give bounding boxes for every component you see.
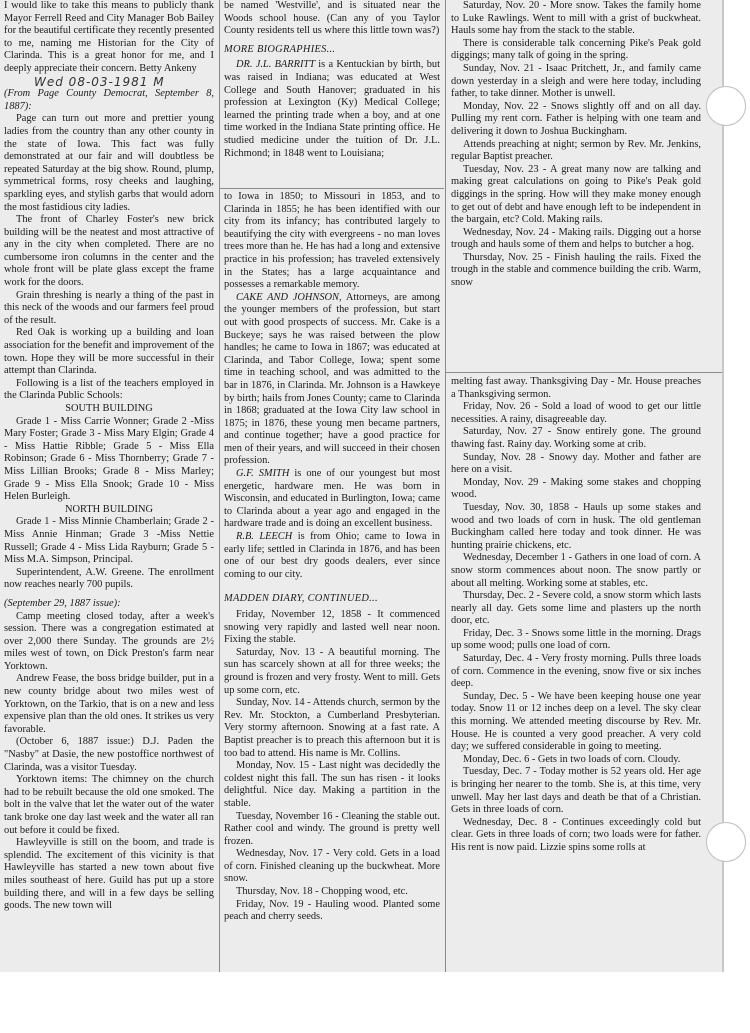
bio-text: is from Ohio; came to Iowa in early life; settled in Clarinda in 1876, and has been one of our best dry goods dealers, ever since coming to our city.: [224, 531, 440, 580]
binder-hole-bottom: [706, 822, 746, 862]
bio-text: is one of our youngest but most energetic, hardware men. He was born in Wisconsin, and educated in Burlington, Iowa; came to Clarinda about a year ago and engaged in the hardware trade and is doing an excellent business.: [224, 468, 440, 530]
bio-paragraph: [224, 468, 440, 531]
binder-hole-top: [706, 86, 746, 126]
diary-entry: Thursday, Nov. 25 - Finish hauling the rails. Fixed the trough in the stable and commence building the crib. Warm, snow: [451, 251, 701, 289]
source-heading: (September 29, 1887 issue):: [4, 597, 121, 609]
diary-entry: Saturday, Nov. 13 - A beautiful morning. The sun has scarcely shown at all for three weeks; the ground is frozen and very frosty. Went to mill. Gets up some corn, etc.: [224, 646, 440, 696]
diary-entry: Sunday, Dec. 5 - We have been keeping house one year today. Snow 11 or 12 inches deep on a level. The sky clear this morning. We attended meeting discourse by Rev. Mr. House. He is counted a very good preacher. A very cold day; we suffered considerable in going to meeting.: [451, 690, 701, 753]
diary-entry: Tuesday, November 16 - Cleaning the stable out. Rather cool and windy. The ground is pretty well frozen.: [224, 810, 440, 847]
diary-entry: melting fast away. Thanksgiving Day - Mr. House preaches a Thanksgiving sermon.: [451, 376, 701, 400]
diary-entry: Monday, Nov. 15 - Last night was decidedly the coldest night this fall. The sun has risen - it looks delightful. Nice day. Making a partition in the stable.: [224, 760, 440, 809]
diary-entry: Saturday, Nov. 27 - Snow entirely gone. The ground thawing fast. Rainy day. Working some at crib.: [451, 426, 701, 450]
teacher-list: Grade 1 - Miss Carrie Wonner; Grade 2 -Miss Mary Foster; Grade 3 - Miss Mary Elgin; Grade 4 - Miss Hattie Ribble; Grade 5 - Miss Ella Robinson; Grade 6 - Miss Thornberry; Grade 7 - Miss Lillian Brooks; Grade 8 - Miss Marley; Grade 9 - Miss Ella Snook; Grade 10 - Miss Helen Burleigh.: [4, 415, 214, 503]
south-building-heading: SOUTH BUILDING: [65, 403, 153, 414]
bio-name: CAKE AND JOHNSON,: [236, 291, 342, 303]
bio-text: is a Kentuckian by birth, but was raised in Indiana; was educated at West College and South Hanover; graduated in his profession at Lexington (Ky) Medical College; learned the printing trade when a boy, and at one time worked in the Indiana State printing office. He studied medicine under the tuition of Dr. J.L. Richmond; in 1848 went to Louisiana;: [224, 59, 440, 159]
bio-name: G.F. SMITH: [236, 468, 290, 480]
diary-entry: Friday, Nov. 26 - Sold a load of wood to get our little necessities. A rainy, disagreeable day.: [451, 401, 701, 425]
article-paragraph: Hawleyville is still on the boom, and trade is splendid. The excitement of this vicinity is that Hawleyville has started a new town about five miles southeast of here. Guild has put up a store building there, and will in a few days be selling goods. The new town will: [4, 837, 214, 912]
article-paragraph: Page can turn out more and prettier young ladies from the country than any other county in the state of Iowa. This fact was fully demonstrated at our fair and will doubtless be repeated Saturday at the big show. Round, plump, symmetrical forms, rosy cheeks and laughing, sparkling eyes, and stylish garbs that would adorn the most fastidious city ladies.: [4, 113, 214, 213]
article-paragraph: Andrew Fease, the boss bridge builder, put in a new county bridge about two miles west of Yorktown, on the Tarkio, that is on a new and less expensive plan than the old ones. It strikes us very favorable.: [4, 673, 214, 735]
diary-entry: Wednesday, December 1 - Gathers in one load of corn. A snow storm commences about noon. The snow partly or about all melting. Working some at stables, etc.: [451, 552, 701, 589]
bio-name: DR. J.L. BARRITT: [236, 59, 315, 71]
diary-entry: Saturday, Dec. 4 - Very frosty morning. Pulls three loads of corn. Commence in the evening, snow five or six inches deep.: [451, 653, 701, 690]
bio-name: R.B. LEECH: [236, 531, 293, 543]
article-paragraph: Grain threshing is nearly a thing of the past in this neck of the woods and our farmers feel proud of the result.: [4, 289, 214, 326]
diary-entry: Monday, Nov. 22 - Snows slightly off and on all day. Pulling my rent corn. Father is helping with one team and delivering it down to Joshua Buckingham.: [451, 100, 701, 137]
bio-paragraph: [224, 292, 440, 468]
diary-entry: Sunday, Nov. 28 - Snowy day. Mother and father are here on a visit.: [451, 451, 701, 476]
article-paragraph: Red Oak is working up a building and loan association for the benefit and improvement of the town. Hope they will be more successful in their attempt than Clarinda.: [4, 327, 214, 377]
bio-paragraph: [224, 59, 440, 160]
diary-entry: Thursday, Nov. 18 - Chopping wood, etc.: [236, 886, 408, 898]
clip-divider-right: [446, 372, 722, 373]
teacher-list: Grade 1 - Miss Minnie Chamberlain; Grade 2 - Miss Annie Hinman; Grade 3 -Miss Nettie Russell; Grade 4 - Miss Lida Rayburn; Grade 5 - Miss M.A. Simpson, Principal.: [4, 516, 214, 566]
diary-entry: Wednesday, Nov. 24 - Making rails. Digging out a horse trough and hauls some of them and helps to butcher a hog.: [451, 226, 701, 251]
bio-text: Attorneys, are among the younger members of the profession, but start out with good prospects of success. Mr. Cake is a Buckeye; says he was raised between the plow handles; he came to Iowa in 1867; was educated at Clarinda, and Tabor College, Iowa; spent some time in teaching school, and was admitted to the bar in 1876, in Clarinda. Mr. Johnson is a Hawkeye by birth; hails from Jones County; came to Clarinda in 1868; graduated at the Iowa City law school in 1875; in 1876, these young men became partners, and continue together; have a good practice for men of their years, and will succeed in their chosen profession.: [224, 291, 440, 467]
diary-entry: Friday, Nov. 19 - Hauling wood. Planted some peach and cherry seeds.: [224, 898, 440, 923]
column-3-top: [451, 0, 701, 370]
column-2-bottom: [224, 191, 440, 968]
article-paragraph: Following is a list of the teachers employed in the Clarinda Public Schools:: [4, 377, 214, 402]
north-building-heading: NORTH BUILDING: [65, 503, 153, 515]
article-paragraph: Yorktown items: The chimney on the church had to be rebuilt because the old one smoked. The bolt in the valve that let the water out of the water tank broke one day last week and the water all ran out before it could be fixed.: [4, 774, 214, 836]
ankeny-note: I would like to take this means to publicly thank Mayor Ferrell Reed and City Manager Bob Bailey for the beautiful certificate they recently presented to me, naming me Historian for the City of Clarinda. This is a great honor for me, and I deeply appreciate their concern. Betty Ankeny: [4, 0, 214, 74]
diary-entry: Thursday, Dec. 2 - Severe cold, a snow storm which lasts nearly all day. Gets some lime and plasters up the north door, etc.: [451, 590, 701, 627]
source-heading: (From Page County Democrat, September 8, 1887):: [4, 88, 214, 112]
article-paragraph: The front of Charley Foster's new brick building will be the neatest and most attractive of any in the city when completed. There are no cumbersome iron columns in the center and the whole front will be plate glass except the frame work for the doors.: [4, 214, 214, 289]
column-rule-left: [219, 0, 220, 972]
column-3-bottom: [451, 376, 701, 968]
article-paragraph: Superintendent, A.W. Greene. The enrollment now reaches nearly 700 pupils.: [4, 566, 214, 591]
diary-entry: Attends preaching at night; sermon by Rev. Mr. Jenkins, regular Baptist preacher.: [451, 138, 701, 163]
clip-divider-mid: [220, 188, 444, 189]
diary-entry: Friday, November 12, 1858 - It commenced snowing very rapidly and lasted well near noon. Fixing the stable.: [224, 609, 440, 646]
article-paragraph: Camp meeting closed today, after a week's session. There was a congregation estimated at over 2,000 there Sunday. The grounds are 2½ miles west of town, on Dick Preston's farm near Yorktown.: [4, 610, 214, 672]
diary-entry: Friday, Dec. 3 - Snows some little in the morning. Drags up some wood; pulls one load of corn.: [451, 627, 701, 652]
diary-entry: Monday, Nov. 29 - Making some stakes and chopping wood.: [451, 476, 701, 501]
handwritten-date: Wed 08-03-1981 M: [34, 74, 165, 89]
diary-entry: There is considerable talk concerning Pike's Peak gold diggings; many talk of going in the spring.: [451, 37, 701, 62]
diary-entry: Tuesday, Nov. 23 - A great many now are talking and making great calculations on going to Pike's Peak gold diggings in the spring. How will they make money enough to get out of debt and have enough left to be independent in the bargain, etc? Cold. Making rails.: [451, 163, 701, 226]
diary-entry: Wednesday, Nov. 17 - Very cold. Gets in a load of corn. Finished cleaning up the buckwheat. More snow.: [224, 848, 440, 885]
article-paragraph: (October 6, 1887 issue:) D.J. Paden the "Nasby" at Dasie, the new postoffice northwest of Clarinda, was a visitor Tuesday.: [4, 736, 214, 773]
column-rule-right: [445, 0, 446, 972]
diary-entry: Monday, Dec. 6 - Gets in two loads of corn. Cloudy.: [463, 753, 681, 765]
article-paragraph: be named 'Westville', and is situated near the Woods school house. (Can any of you Taylor County residents tell us where this little town was?): [224, 0, 440, 37]
diary-entry: Sunday, Nov. 21 - Isaac Pritchett, Jr., and family came down yesterday in a sleigh and were here today, including father, to take dinner. Mother is unwell.: [451, 62, 701, 100]
diary-entry: Wednesday, Dec. 8 - Continues exceedingly cold but clear. Gets in three loads of corn; two loads were for father. His rent is now paid. Lizzie spins some rolls at: [451, 816, 701, 853]
diary-entry: Tuesday, Nov. 30, 1858 - Hauls up some stakes and wood and two loads of corn in husk. The old gentleman Buckingham called here today and took dinner. He was hunting prairie chickens, etc.: [451, 501, 701, 551]
bio-text: to Iowa in 1850; to Missouri in 1853, and to Clarinda in 1855; he has been identified with our city from its infancy; has contributed largely to beautifying the city with evergreens - no man loves trees more than he. He has had a long and extensive practice in his profession; has traveled extensively in the States; has a large acquaintance and possesses a remarkable memory.: [224, 191, 440, 291]
bio-paragraph: [224, 531, 440, 581]
column-1: [4, 0, 214, 968]
diary-entry: Saturday, Nov. 20 - More snow. Takes the family home to Luke Rawlings. Went to mill with a grist of buckwheat. Hauls some hay from the stack to the stable.: [451, 0, 701, 37]
column-2-top: [224, 0, 440, 186]
diary-entry: Sunday, Nov. 14 - Attends church, sermon by the Rev. Mr. Stockton, a Cumberland Presbyterian. Very stormy afternoon. Snowing at a fast rate. A Baptist preacher is to preach this afternoon but it is too bad to attend. His name is Mr. Collins.: [224, 697, 440, 759]
diary-heading: MADDEN DIARY, CONTINUED...: [224, 593, 378, 605]
diary-entry: Tuesday, Dec. 7 - Today mother is 52 years old. Her age is bringing her nearer to the tomb. She is, at this time, very unwell. May her last days and death be that of a Christian. Gets in three loads of corn.: [451, 766, 701, 816]
biographies-heading: MORE BIOGRAPHIES...: [224, 43, 336, 55]
